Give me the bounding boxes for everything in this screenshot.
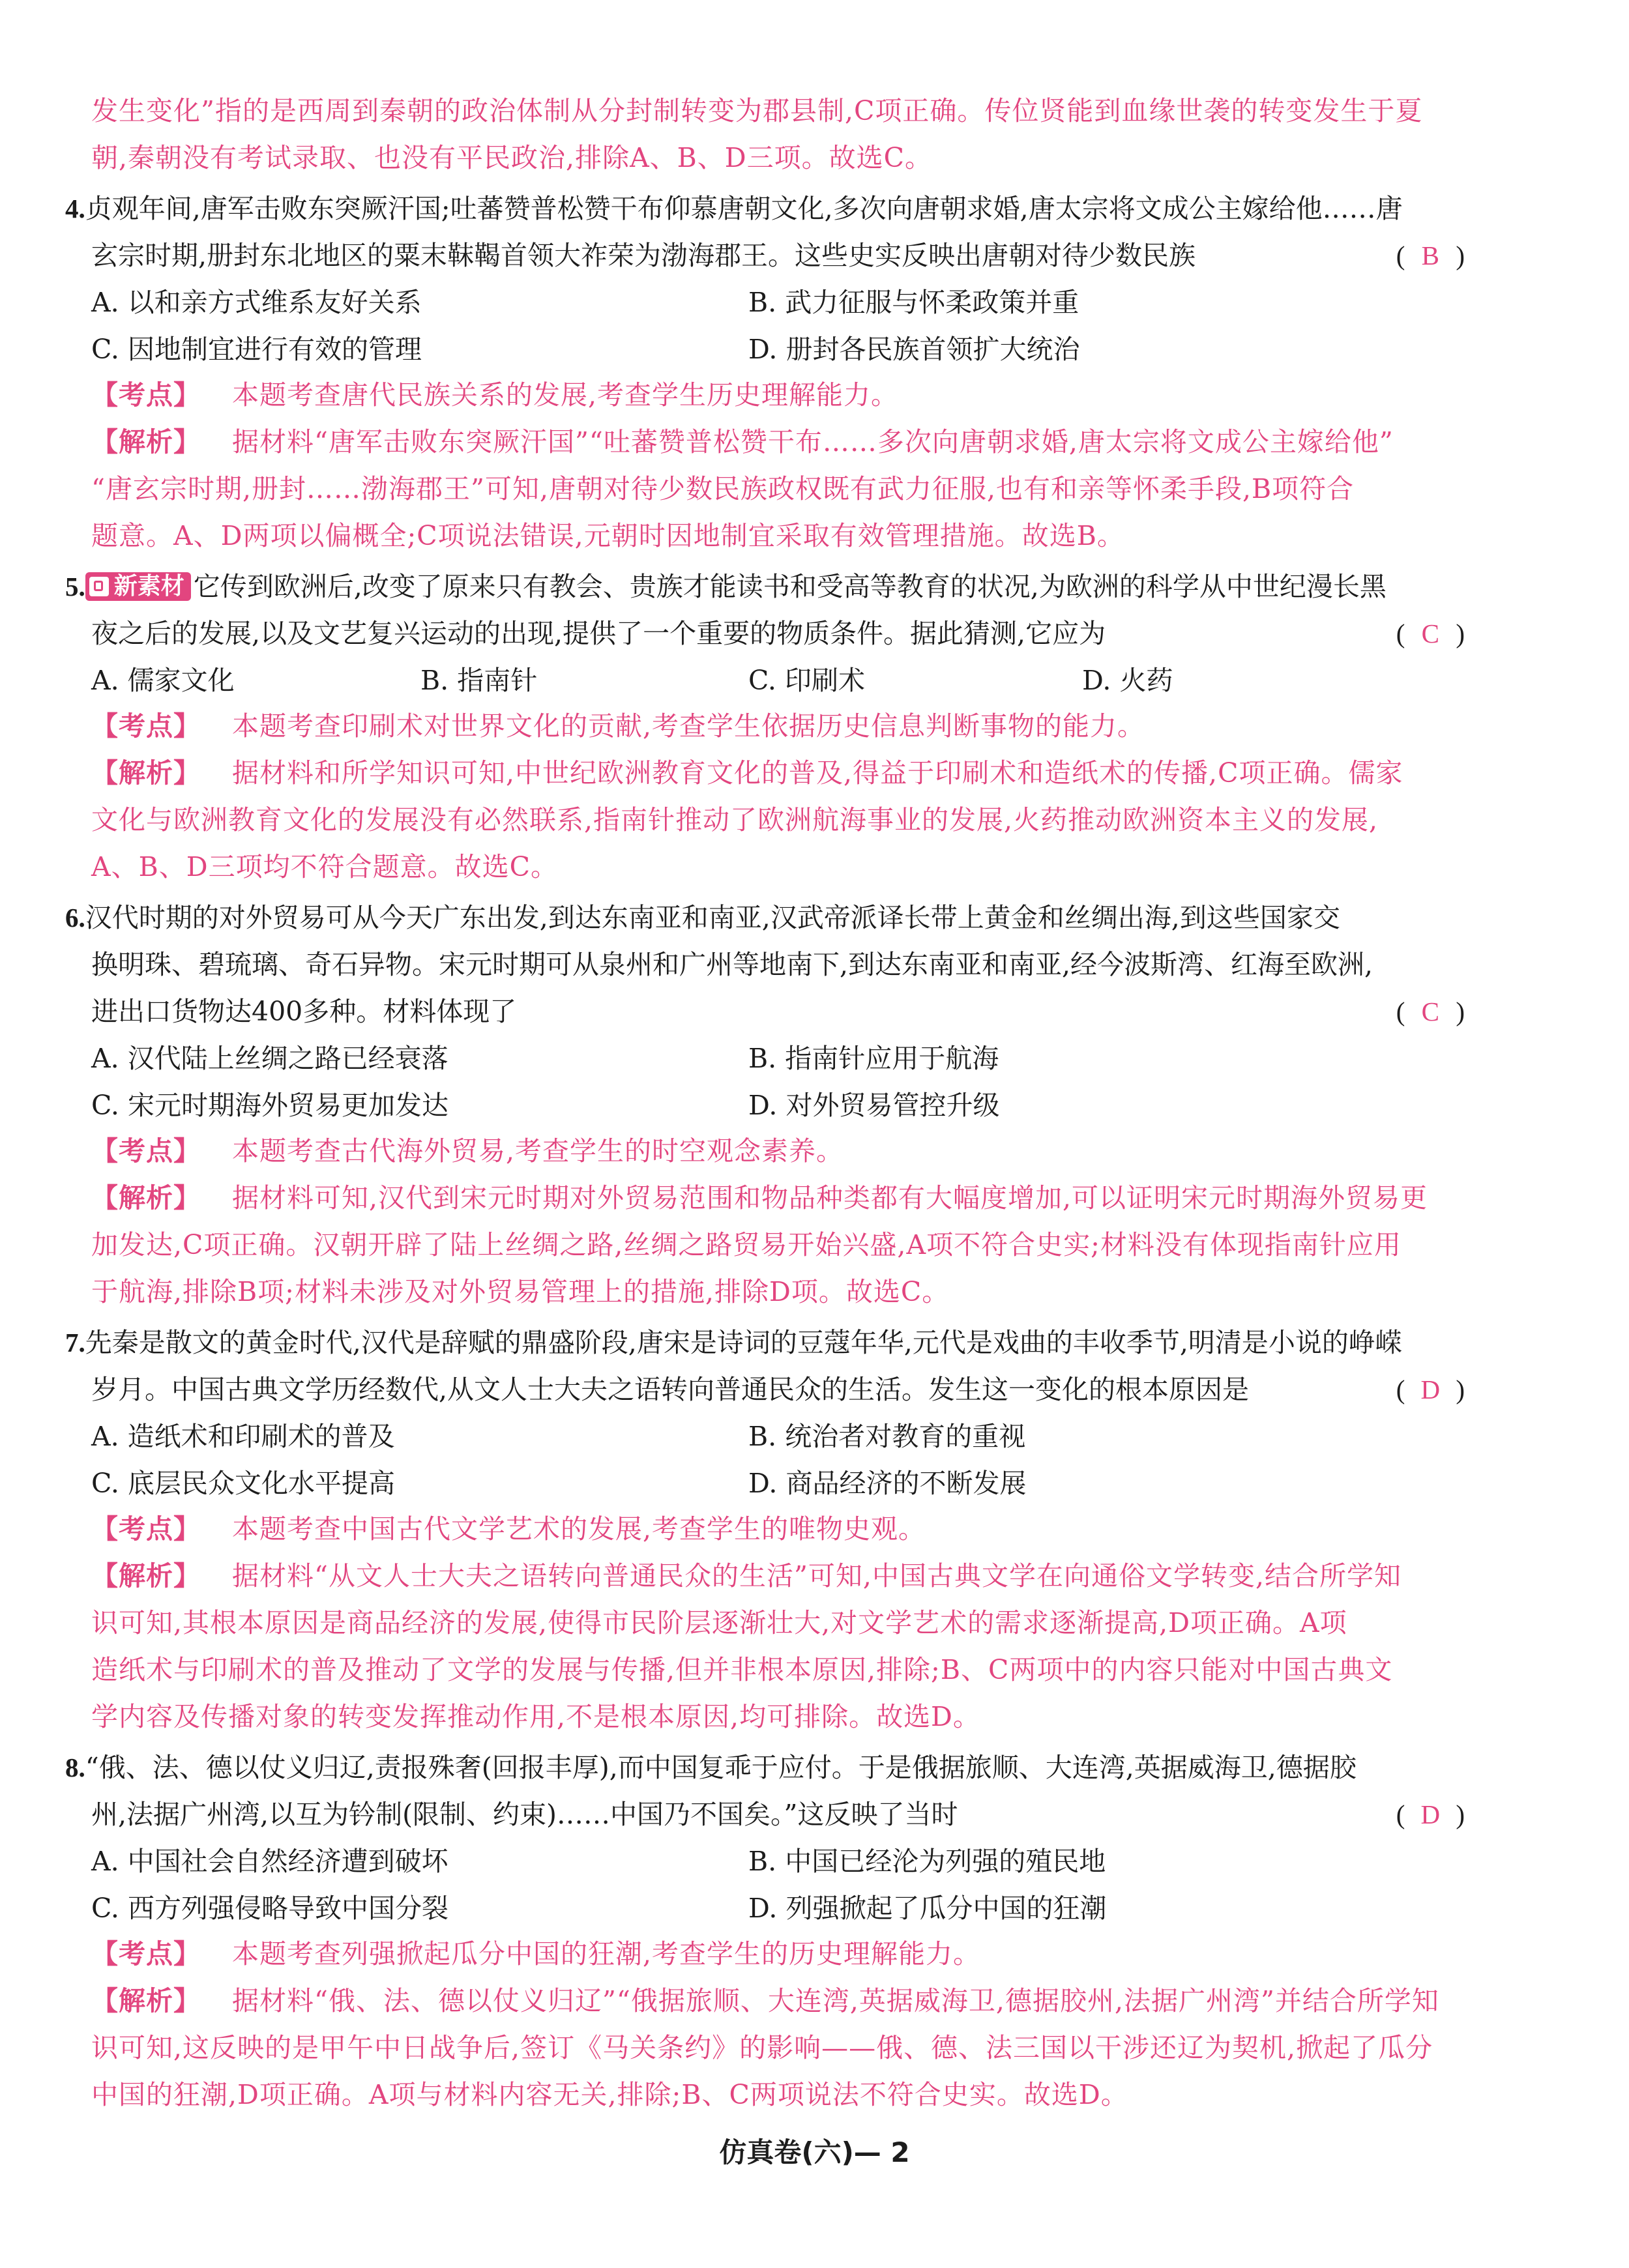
answer-letter: D (1420, 1799, 1441, 1829)
answer-letter: C (1421, 618, 1440, 648)
jiexi-line: 造纸术与印刷术的普及推动了文学的发展与传播,但并非根本原因,排除;B、C两项中的内容只能对中国古典文 (91, 1654, 1393, 1685)
kaodian-line: 【考点】 本题考查列强掀起瓜分中国的狂潮,考查学生的历史理解能力。 (91, 1934, 980, 1973)
option-c: C. 印刷术 (748, 665, 865, 696)
question-text: 先秦是散文的黄金时代,汉代是辞赋的鼎盛阶段,唐宋是诗词的豆蔻年华,元代是戏曲的丰收季节,明清是小说的峥嵘 (85, 1327, 1402, 1358)
option-c: C. 西方列强侵略导致中国分裂 (91, 1893, 448, 1924)
question-text: 进出口货物达400多种。材料体现了 (91, 996, 517, 1027)
question-number: 8. (65, 1752, 85, 1782)
jiexi-line: 文化与欧洲教育文化的发展没有必然联系,指南针推动了欧洲航海事业的发展,火药推动欧洲资本主义的发展, (91, 804, 1379, 836)
answer-letter: B (1421, 240, 1440, 270)
thumbs-up-icon (89, 577, 109, 596)
option-d: D. 火药 (1082, 665, 1173, 696)
option-a: A. 造纸术和印刷术的普及 (91, 1421, 395, 1452)
jiexi-line: 加发达,C项正确。汉朝开辟了陆上丝绸之路,丝绸之路贸易开始兴盛,A项不符合史实;材料没有体现指南针应用 (91, 1229, 1402, 1260)
option-c: C. 宋元时期海外贸易更加发达 (91, 1090, 448, 1121)
option-d: D. 对外贸易管控升级 (748, 1090, 1000, 1121)
option-d: D. 商品经济的不断发展 (748, 1468, 1027, 1499)
jiexi-line: 【解析】 据材料可知,汉代到宋元时期对外贸易范围和物品种类都有大幅度增加,可以证明宋元时期海外贸易更 (91, 1178, 1428, 1217)
jiexi-line: A、B、D三项均不符合题意。故选C。 (91, 851, 558, 882)
option-d: D. 册封各民族首领扩大统治 (748, 334, 1080, 365)
jiexi-tag: 【解析】 (91, 1182, 201, 1214)
question-stem (65, 1748, 1357, 1787)
jiexi-line: 【解析】 据材料“唐军击败东突厥汗国”“吐蕃赞普松赞干布……多次向唐朝求婚,唐太宗将文成公主嫁给他” (91, 422, 1394, 461)
kaodian-tag: 【考点】 (91, 1135, 201, 1167)
jiexi-tag: 【解析】 (91, 1560, 201, 1592)
question-number: 6. (65, 903, 85, 933)
jiexi-line: 【解析】 据材料“从文人士大夫之语转向普通民众的生活”可知,中国古典文学在向通俗文学转变,结合所学知 (91, 1556, 1402, 1595)
jiexi-line: 识可知,其根本原因是商品经济的发展,使得市民阶层逐渐壮大,对文学艺术的需求逐渐提高,D项正确。A项 (91, 1607, 1347, 1638)
option-c: C. 底层民众文化水平提高 (91, 1468, 395, 1499)
question-stem (65, 1323, 1402, 1362)
question-number: 5. (65, 572, 85, 602)
jiexi-line: “唐玄宗时期,册封……渤海郡王”可知,唐朝对待少数民族政权既有武力征服,也有和亲等怀柔手段,B项符合 (91, 473, 1355, 504)
question-text: 它传到欧洲后,改变了原来只有教会、贵族才能读书和受高等教育的状况,为欧洲的科学从中世纪漫长黑 (193, 571, 1387, 602)
question-text: 州,法据广州湾,以互为钤制(限制、约束)……中国乃不国矣。”这反映了当时 (91, 1799, 958, 1830)
answer-bracket: ( C ) (1396, 614, 1465, 653)
answer-letter: D (1420, 1374, 1441, 1404)
jiexi-tag: 【解析】 (91, 757, 201, 789)
jiexi-line: 【解析】 据材料“俄、法、德以仗义归辽”“俄据旅顺、大连湾,英据威海卫,德据胶州,法据广州湾”并结合所学知 (91, 1981, 1439, 2020)
option-a: A. 儒家文化 (91, 665, 235, 696)
answer-bracket: ( D ) (1396, 1370, 1465, 1409)
question-text: 贞观年间,唐军击败东突厥汗国;吐蕃赞普松赞干布仰慕唐朝文化,多次向唐朝求婚,唐太宗将文成公主嫁给他……唐 (85, 193, 1403, 224)
kaodian-tag: 【考点】 (91, 379, 201, 411)
question-text: 夜之后的发展,以及文艺复兴运动的出现,提供了一个重要的物质条件。据此猜测,它应为 (91, 618, 1106, 649)
prev-explanation-line: 朝,秦朝没有考试录取、也没有平民政治,排除A、B、D三项。故选C。 (91, 142, 933, 173)
option-b: B. 中国已经沦为列强的殖民地 (748, 1846, 1106, 1877)
jiexi-line: 学内容及传播对象的转变发挥推动作用,不是根本原因,均可排除。故选D。 (91, 1701, 980, 1732)
jiexi-line: 识可知,这反映的是甲午中日战争后,签订《马关条约》的影响——俄、德、法三国以干涉还辽为契机,掀起了瓜分 (91, 2032, 1433, 2063)
option-b: B. 武力征服与怀柔政策并重 (748, 287, 1079, 318)
jiexi-tag: 【解析】 (91, 1985, 201, 2016)
question-text: “俄、法、德以仗义归辽,责报殊奢(回报丰厚),而中国复乖于应付。于是俄据旅顺、大连湾,英据威海卫,德据胶 (85, 1752, 1357, 1783)
kaodian-tag: 【考点】 (91, 1513, 201, 1545)
kaodian-tag: 【考点】 (91, 710, 201, 742)
option-b: B. 指南针应用于航海 (748, 1043, 999, 1074)
kaodian-line: 【考点】 本题考查印刷术对世界文化的贡献,考查学生依据历史信息判断事物的能力。 (91, 706, 1145, 746)
answer-bracket: ( D ) (1396, 1795, 1465, 1834)
jiexi-line: 题意。A、D两项以偏概全;C项说法错误,元朝时因地制宜采取有效管理措施。故选B。 (91, 520, 1124, 551)
kaodian-line: 【考点】 本题考查唐代民族关系的发展,考查学生历史理解能力。 (91, 375, 898, 414)
option-b: B. 统治者对教育的重视 (748, 1421, 1026, 1452)
answer-bracket: ( B ) (1396, 236, 1465, 275)
question-text: 汉代时期的对外贸易可从今天广东出发,到达东南亚和南亚,汉武帝派译长带上黄金和丝绸出海,到这些国家交 (85, 902, 1340, 933)
option-d: D. 列强掀起了瓜分中国的狂潮 (748, 1893, 1107, 1924)
new-material-badge: 新素材 (85, 572, 191, 601)
question-number: 7. (65, 1328, 85, 1358)
option-c: C. 因地制宜进行有效的管理 (91, 334, 422, 365)
question-stem (65, 567, 1387, 606)
kaodian-line: 【考点】 本题考查中国古代文学艺术的发展,考查学生的唯物史观。 (91, 1509, 926, 1548)
jiexi-tag: 【解析】 (91, 426, 201, 458)
option-a: A. 汉代陆上丝绸之路已经衰落 (91, 1043, 448, 1074)
question-text: 岁月。中国古典文学历经数代,从文人士大夫之语转向普通民众的生活。发生这一变化的根本原因是 (91, 1374, 1250, 1405)
kaodian-tag: 【考点】 (91, 1938, 201, 1970)
option-a: A. 中国社会自然经济遭到破坏 (91, 1846, 448, 1877)
question-stem (65, 189, 1403, 228)
option-a: A. 以和亲方式维系友好关系 (91, 287, 422, 318)
answer-letter: C (1421, 996, 1440, 1026)
kaodian-line: 【考点】 本题考查古代海外贸易,考查学生的时空观念素养。 (91, 1131, 844, 1170)
question-number: 4. (65, 194, 85, 224)
answer-bracket: ( C ) (1396, 992, 1465, 1031)
jiexi-line: 于航海,排除B项;材料未涉及对外贸易管理上的措施,排除D项。故选C。 (91, 1276, 950, 1307)
option-b: B. 指南针 (420, 665, 538, 696)
prev-explanation-line: 发生变化”指的是西周到秦朝的政治体制从分封制转变为郡县制,C项正确。传位贤能到血缘世袭的转变发生于夏 (91, 95, 1423, 126)
page-footer: 仿真卷(六)— 2 (719, 2136, 910, 2168)
question-stem (65, 898, 1340, 937)
question-text: 换明珠、碧琉璃、奇石异物。宋元时期可从泉州和广州等地南下,到达东南亚和南亚,经今波斯湾、红海至欧洲, (91, 949, 1373, 980)
jiexi-line: 中国的狂潮,D项正确。A项与材料内容无关,排除;B、C两项说法不符合史实。故选D。 (91, 2079, 1128, 2110)
jiexi-line: 【解析】 据材料和所学知识可知,中世纪欧洲教育文化的普及,得益于印刷术和造纸术的传播,C项正确。儒家 (91, 753, 1403, 792)
question-text: 玄宗时期,册封东北地区的粟末靺鞨首领大祚荣为渤海郡王。这些史实反映出唐朝对待少数民族 (91, 240, 1196, 271)
